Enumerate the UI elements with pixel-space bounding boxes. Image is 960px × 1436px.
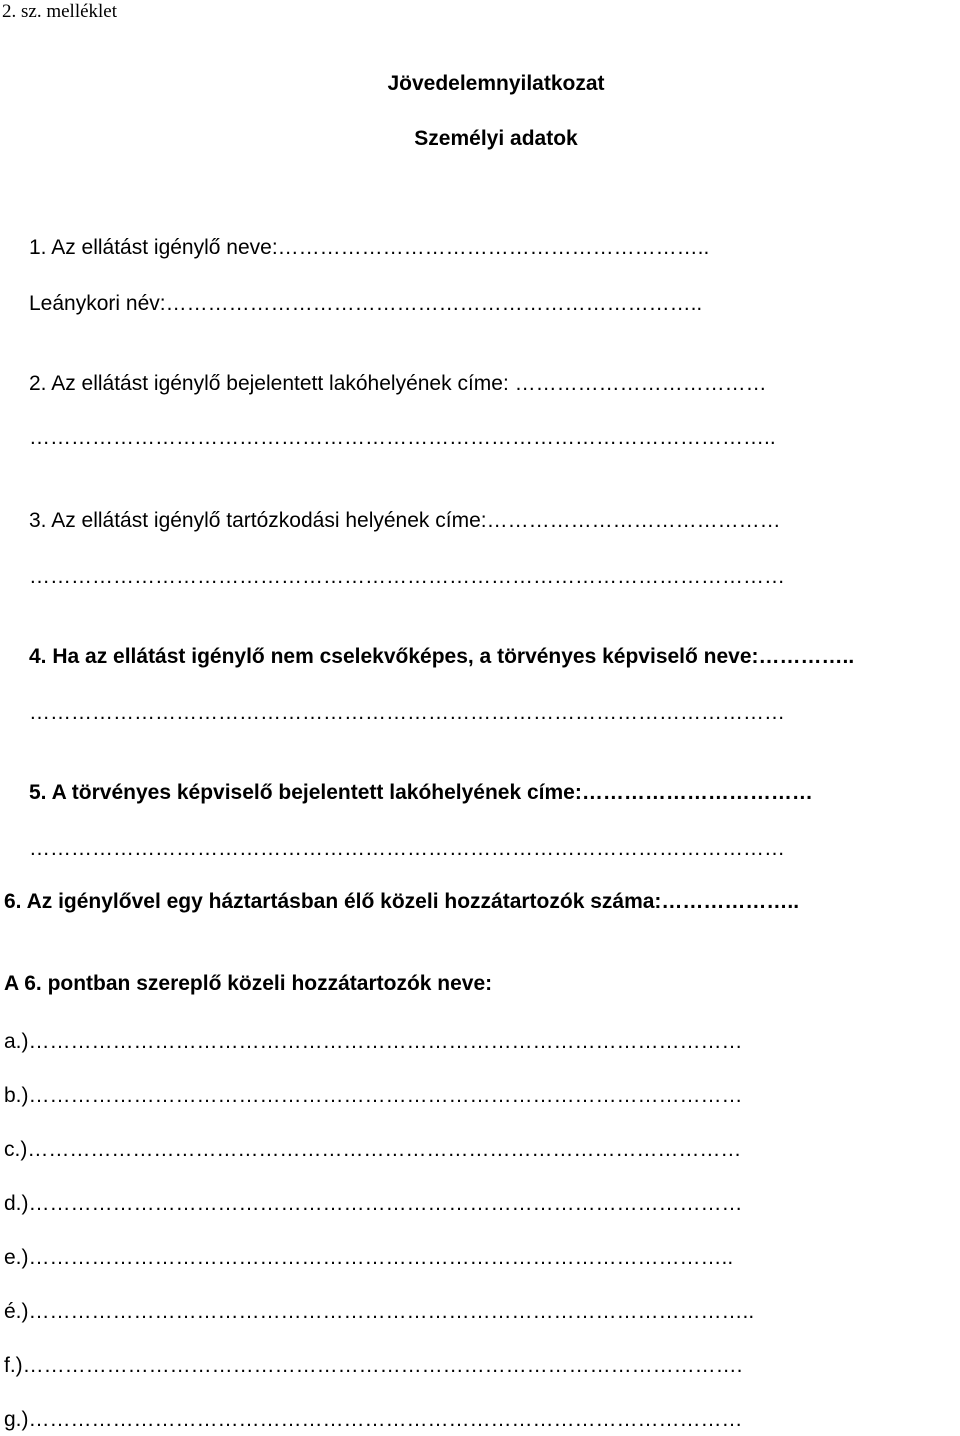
field-4-legal-representative: 4. Ha az ellátást igénylő nem cselekvőképes, a törvényes képviselő neve:…………..: [29, 645, 855, 668]
field-3-residence-address: 3. Az ellátást igénylő tartózkodási helyének címe:……………………………………: [29, 509, 781, 532]
section-title: Személyi adatok: [414, 127, 578, 150]
field-1-applicant-name: 1. Az ellátást igénylő neve:……………………………………………………..: [29, 236, 710, 259]
relatives-heading: A 6. pontban szereplő közeli hozzátartozók neve:: [4, 972, 493, 995]
relative-line-e-accent: é.)…………………………………………………………………………………………..: [4, 1300, 755, 1323]
field-3-continuation: ………………………………………………………………………………………………: [29, 565, 785, 588]
field-2-registered-address: 2. Az ellátást igénylő bejelentett lakóhelyének címe: ………………………………: [29, 372, 767, 395]
field-5-representative-address: 5. A törvényes képviselő bejelentett lakóhelyének címe:……………………………: [29, 781, 813, 804]
relative-line-d: d.)…………………………………………………………………………………………: [4, 1192, 743, 1215]
field-2-continuation: ……………………………………………………………………………………………..: [29, 426, 776, 449]
field-5-continuation: ………………………………………………………………………………………………: [29, 837, 785, 860]
field-1-maiden-name: Leánykori név:…………………………………………………………………..: [29, 292, 703, 315]
relative-line-c: c.)…………………………………………………………………………………………: [4, 1138, 742, 1161]
document-title: Jövedelemnyilatkozat: [387, 72, 605, 95]
field-4-continuation: ………………………………………………………………………………………………: [29, 701, 785, 724]
relative-line-b: b.)…………………………………………………………………………………………: [4, 1084, 743, 1107]
field-6-household-count: 6. Az igénylővel egy háztartásban élő közeli hozzátartozók száma:………………..: [4, 890, 800, 913]
relative-line-a: a.)…………………………………………………………………………………………: [4, 1030, 743, 1053]
relative-line-g: g.)…………………………………………………………………………………………: [4, 1408, 743, 1431]
relative-line-e: e.)………………………………………………………………………………………..: [4, 1246, 734, 1269]
document-header: 2. sz. melléklet: [2, 1, 118, 22]
relative-line-f: f.)………………………………………………………………………………………….: [4, 1354, 743, 1377]
